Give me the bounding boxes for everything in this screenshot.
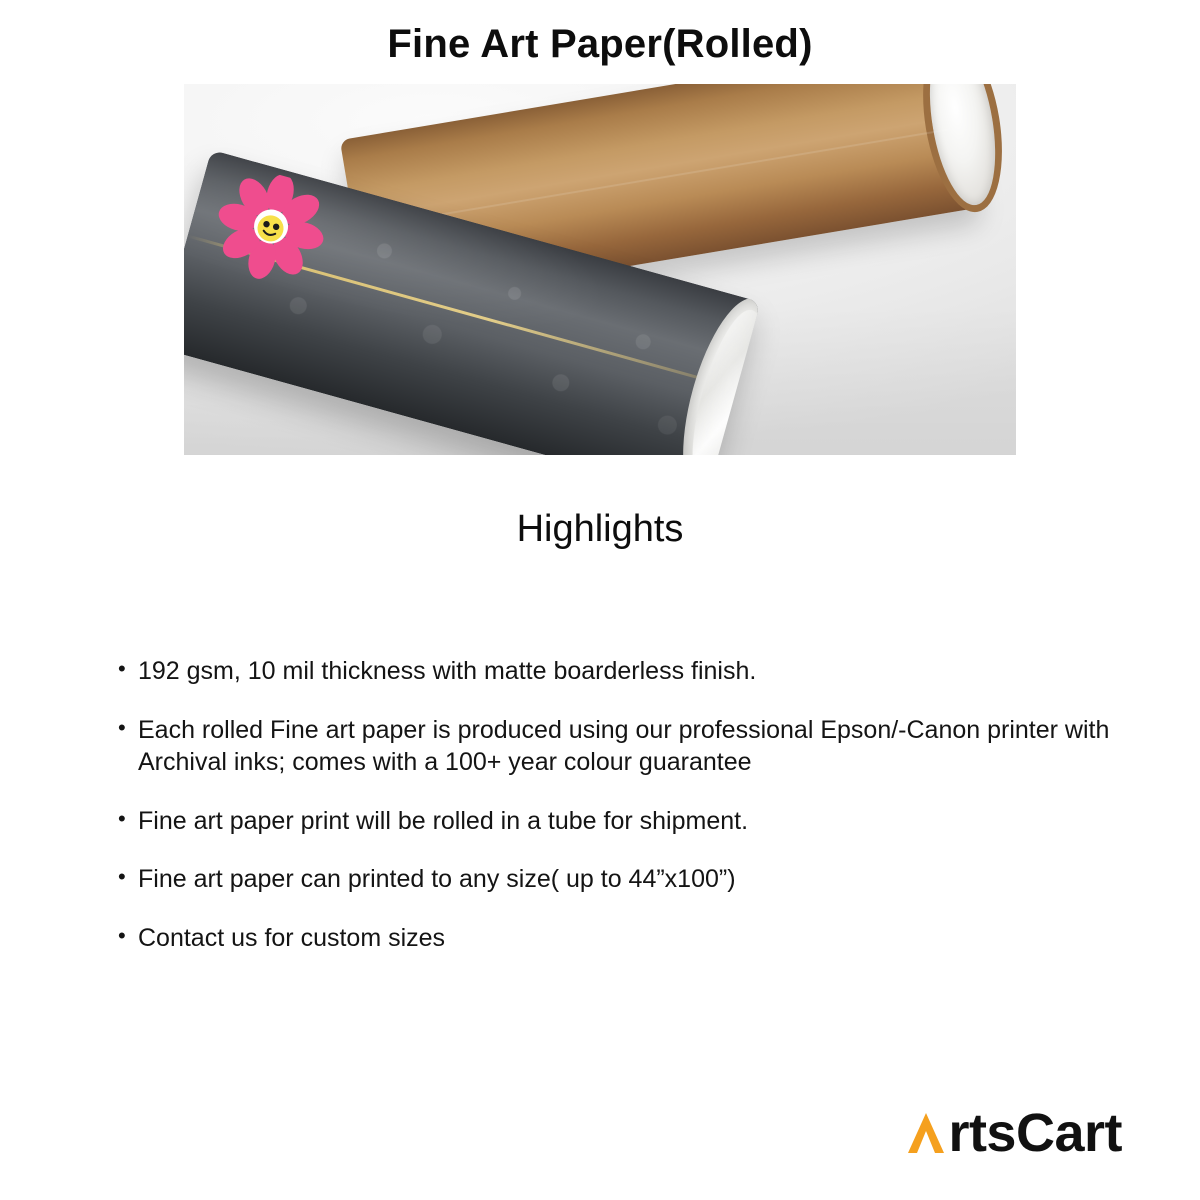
bullet-marker-icon: • bbox=[118, 922, 126, 948]
list-item-text: Fine art paper print will be rolled in a tube for shipment. bbox=[138, 806, 749, 835]
bullet-marker-icon: • bbox=[118, 864, 126, 889]
highlights-list bbox=[118, 655, 1128, 980]
kraft-tube-cap-icon bbox=[911, 84, 1014, 218]
list-item bbox=[118, 805, 1128, 838]
product-photo-backdrop bbox=[184, 84, 1016, 455]
list-item-text: Fine art paper can printed to any size( up to 44”x100”) bbox=[138, 865, 736, 893]
brand-name: rtsCart bbox=[948, 1103, 1122, 1163]
bullet-marker-icon: • bbox=[118, 805, 126, 831]
bullet-marker-icon: • bbox=[118, 714, 126, 740]
list-item-text: 192 gsm, 10 mil thickness with matte boarderless finish. bbox=[138, 657, 757, 685]
brand-logo bbox=[906, 1103, 1122, 1163]
bullet-marker-icon: • bbox=[118, 656, 126, 681]
list-item bbox=[118, 863, 1128, 896]
list-item bbox=[118, 922, 1128, 955]
list-item-text: Each rolled Fine art paper is produced using our professional Epson/-Canon printer with Archival inks; comes with a 100+ year colour guarantee bbox=[138, 715, 1110, 776]
section-title-highlights: Highlights bbox=[516, 508, 684, 550]
list-item bbox=[118, 655, 1128, 688]
list-item-text: Contact us for custom sizes bbox=[138, 923, 446, 952]
brand-a-mark-icon bbox=[906, 1111, 946, 1155]
product-image bbox=[184, 84, 1016, 455]
page-title: Fine Art Paper(Rolled) bbox=[387, 22, 813, 66]
list-item bbox=[118, 714, 1128, 779]
